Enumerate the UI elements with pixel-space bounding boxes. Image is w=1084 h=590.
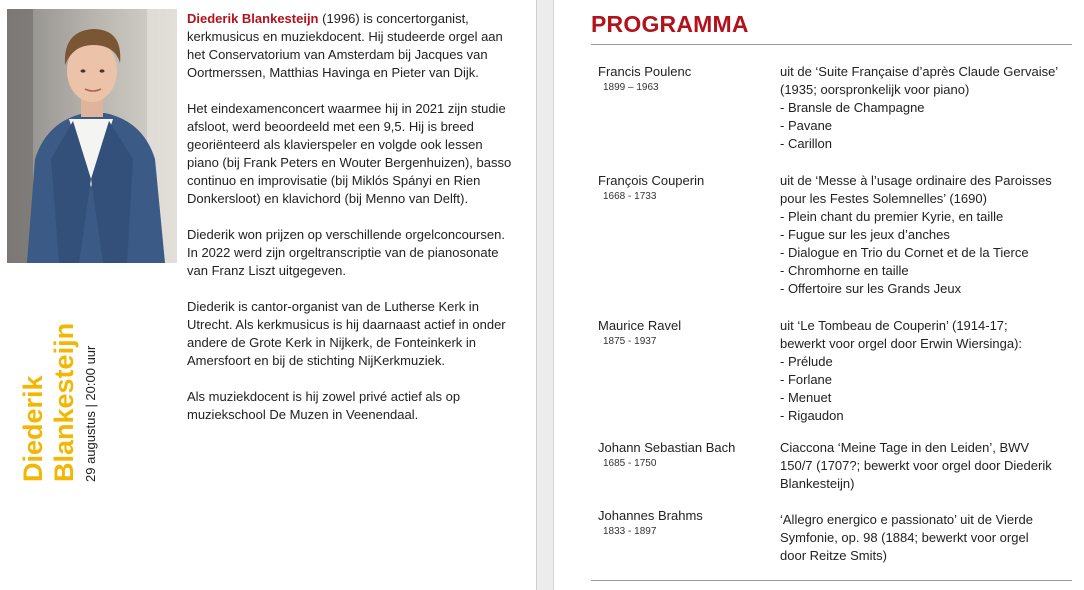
works: [780, 511, 1070, 565]
performer-portrait: [7, 9, 177, 263]
works: [780, 317, 1070, 425]
composer-years: 1899 – 1963: [603, 82, 659, 93]
composer-name: Johann Sebastian Bach: [598, 440, 736, 455]
work-line: Symfonie, op. 98 (1884; bewerkt voor orgel: [780, 530, 1029, 545]
programme-title: PROGRAMMA: [591, 11, 749, 37]
work-line: - Menuet: [780, 390, 832, 405]
work-line: - Chromhorne en taille: [780, 263, 909, 278]
composer: [598, 317, 778, 349]
bio-paragraph: Diederik is cantor-organist van de Lutherse Kerk in Utrecht. Als kerkmusicus is hij daarnaast actief in onder andere de Grote Kerk in Nijkerk, de Fonteinkerk in Amersfoort en bij de stichting NijKerkmuziek.: [187, 299, 506, 368]
performer-name: Diederik Blankesteijn: [187, 11, 319, 26]
composer-name: Francis Poulenc: [598, 64, 692, 79]
works: [780, 172, 1070, 298]
composer-years: 1875 - 1937: [603, 336, 657, 347]
composer: [598, 507, 778, 539]
composer-years: 1833 - 1897: [603, 526, 657, 537]
work-line: bewerkt voor orgel door Erwin Wiersinga):: [780, 336, 1023, 351]
work-line: uit de ‘Messe à l’usage ordinaire des Paroisses: [780, 173, 1052, 188]
bio-paragraph: Als muziekdocent is hij zowel privé actief als op muziekschool De Muzen in Veenendaal.: [187, 389, 461, 422]
work-line: pour les Festes Solemnelles’ (1690): [780, 191, 987, 206]
vertical-banner: [18, 242, 100, 482]
work-line: Blankesteijn): [780, 476, 855, 491]
page-gutter: [536, 0, 554, 590]
bio-paragraph: Het eindexamenconcert waarmee hij in 2021 zijn studie afsloot, werd beoordeeld met een 9,5. Hij is breed georiënteerd als klavierspeler en volgde ook lessen piano (bij Frank Peters en Wouter Bergenhuizen), basso continuo en improvisatie (bij Miklós Spányi en Rien Donkersloot) en klavichord (bij Menno van Delft).: [187, 101, 512, 206]
work-line: - Carillon: [780, 136, 833, 151]
divider: [591, 44, 1072, 45]
work-line: uit ‘Le Tombeau de Couperin’ (1914-17;: [780, 318, 1008, 333]
divider: [591, 580, 1072, 581]
bio-paragraph: Diederik won prijzen op verschillende orgelconcoursen. In 2022 werd zijn orgeltranscriptie van de pianosonate van Franz Liszt uitgegeven.: [187, 227, 505, 278]
works: [780, 439, 1070, 493]
work-line: 150/7 (1707?; bewerkt voor orgel door Diederik: [780, 458, 1052, 473]
composer: [598, 63, 778, 95]
work-line: - Dialogue en Trio du Cornet et de la Tierce: [780, 245, 1029, 260]
work-line: (1935; oorspronkelijk voor piano): [780, 82, 970, 97]
composer-years: 1668 - 1733: [603, 191, 657, 202]
banner-date-time: 29 augustus | 20:00 uur: [83, 345, 98, 482]
work-line: - Plein chant du premier Kyrie, en taille: [780, 209, 1004, 224]
composer-name: Johannes Brahms: [598, 508, 703, 523]
composer: [598, 439, 778, 471]
composer-years: 1685 - 1750: [603, 458, 657, 469]
work-line: - Fugue sur les jeux d’anches: [780, 227, 950, 242]
work-line: - Prélude: [780, 354, 833, 369]
work-line: uit de ‘Suite Française d’après Claude Gervaise’: [780, 64, 1059, 79]
composer-name: François Couperin: [598, 173, 705, 188]
biography: [187, 10, 517, 442]
work-line: Ciaccona ‘Meine Tage in den Leiden’, BWV: [780, 440, 1030, 455]
bio-intro: [187, 10, 517, 82]
works: [780, 63, 1070, 153]
banner-last-name: Blankesteijn: [49, 322, 79, 482]
left-page: [0, 0, 536, 590]
right-page: [554, 0, 1084, 590]
work-line: - Bransle de Champagne: [780, 100, 925, 115]
work-line: - Forlane: [780, 372, 833, 387]
composer-name: Maurice Ravel: [598, 318, 682, 333]
bio-intro-text: (1996) is concertorganist, kerkmusicus en muziekdocent. Hij studeerde orgel aan het Conservatorium van Amsterdam bij Jacques van Oortmerssen, Matthias Havinga en Pieter van Dijk.: [187, 11, 503, 80]
portrait-image: [7, 9, 177, 263]
work-line: - Offertoire sur les Grands Jeux: [780, 281, 962, 296]
work-line: ‘Allegro energico e passionato’ uit de Vierde: [780, 512, 1033, 527]
work-line: - Pavane: [780, 118, 833, 133]
banner-first-name: Diederik: [18, 375, 48, 482]
work-line: door Reitze Smits): [780, 548, 887, 563]
work-line: - Rigaudon: [780, 408, 844, 423]
composer: [598, 172, 778, 204]
